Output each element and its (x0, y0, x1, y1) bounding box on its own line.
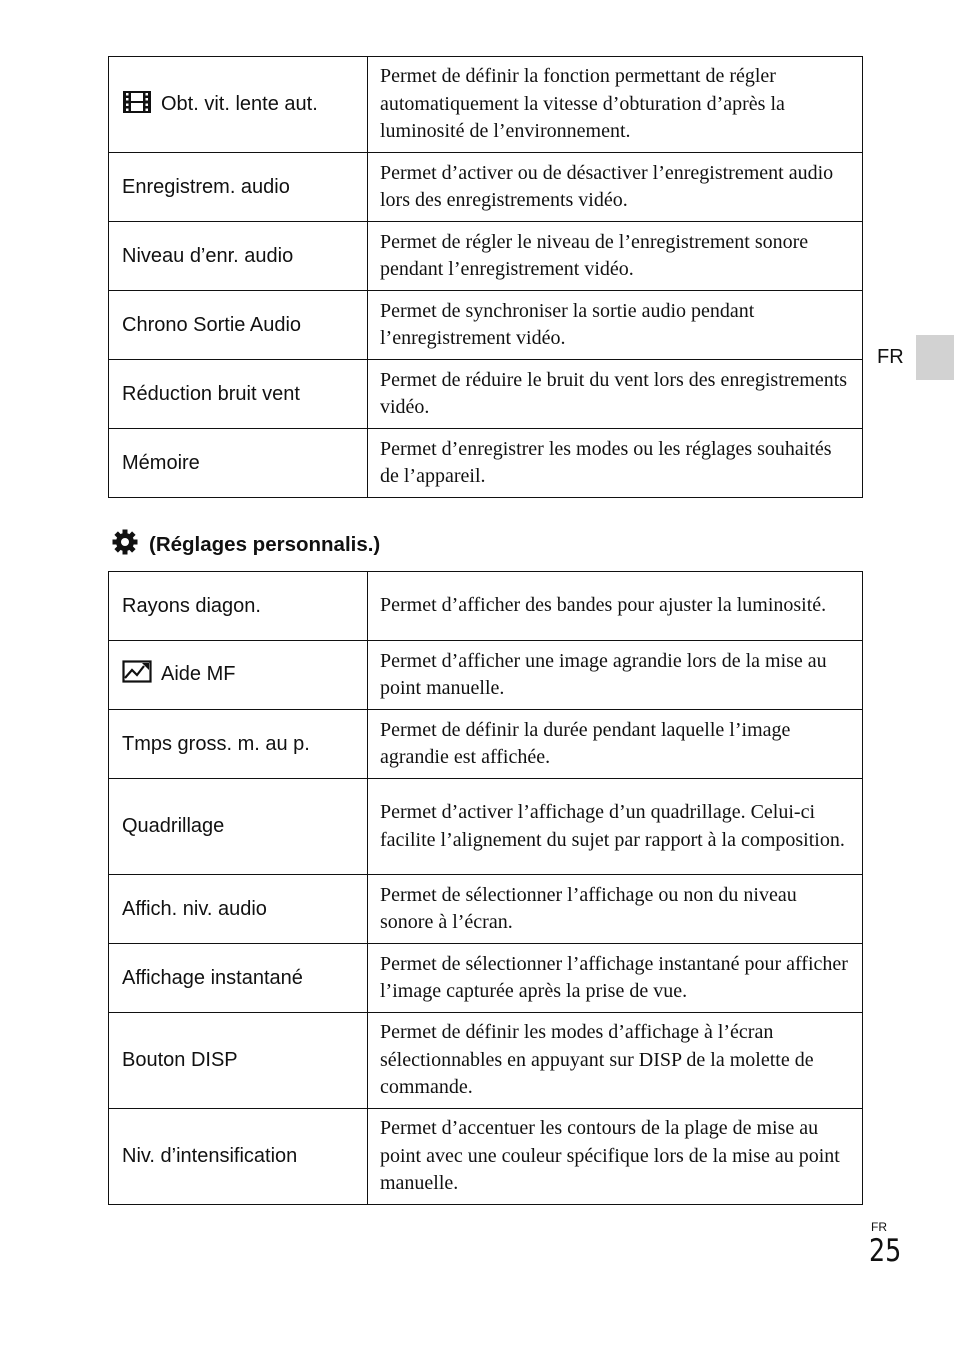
row-label: Rayons diagon. (109, 572, 368, 641)
row-label-cell (109, 57, 368, 153)
gear-icon (111, 528, 149, 562)
table-row (109, 641, 863, 710)
row-label: Bouton DISP (109, 1013, 368, 1109)
row-description: Permet d’afficher des bandes pour ajuster la luminosité. (368, 572, 863, 641)
footer-language: FR (871, 1220, 887, 1234)
row-label: Quadrillage (109, 779, 368, 875)
row-label-cell (109, 641, 368, 710)
section-title: (Réglages personnalis.) (149, 533, 381, 556)
row-description: Permet d’afficher une image agrandie lors de la mise au point manuelle. (368, 641, 863, 710)
table-row (109, 944, 863, 1013)
row-description: Permet de sélectionner l’affichage ou non du niveau sonore à l’écran. (368, 875, 863, 944)
page-number: 25 (869, 1233, 902, 1269)
row-description: Permet de définir les modes d’affichage à l’écran sélectionnables en appuyant sur DISP de la molette de commande. (368, 1013, 863, 1109)
section-heading (111, 528, 380, 562)
mf-assist-icon (122, 660, 152, 690)
row-description: Permet de réduire le bruit du vent lors des enregistrements vidéo. (368, 360, 863, 429)
table-row (109, 779, 863, 875)
row-label: Tmps gross. m. au p. (109, 710, 368, 779)
table-row (109, 572, 863, 641)
table-row (109, 1109, 863, 1205)
row-description: Permet de régler le niveau de l’enregistrement sonore pendant l’enregistrement vidéo. (368, 222, 863, 291)
row-label: Niveau d’enr. audio (109, 222, 368, 291)
table-row (109, 1013, 863, 1109)
row-description: Permet d’activer l’affichage d’un quadrillage. Celui-ci facilite l’alignement du sujet par rapport à la composition. (368, 779, 863, 875)
language-tab-label: FR (877, 346, 904, 368)
row-description: Permet de définir la durée pendant laquelle l’image agrandie est affichée. (368, 710, 863, 779)
movie-film-icon (122, 90, 152, 120)
table-row (109, 429, 863, 498)
table-row (109, 875, 863, 944)
table-row (109, 57, 863, 153)
row-description: Permet de synchroniser la sortie audio pendant l’enregistrement vidéo. (368, 291, 863, 360)
row-description: Permet d’activer ou de désactiver l’enregistrement audio lors des enregistrements vidéo. (368, 153, 863, 222)
row-label: Réduction bruit vent (109, 360, 368, 429)
row-description: Permet de définir la fonction permettant de régler automatiquement la vitesse d’obturation d’après la luminosité de l’environnement. (368, 57, 863, 153)
settings-table-1 (108, 56, 863, 498)
table-row (109, 710, 863, 779)
row-label: Enregistrem. audio (109, 153, 368, 222)
table-row (109, 360, 863, 429)
row-label: Affichage instantané (109, 944, 368, 1013)
row-label: Aide MF (161, 663, 236, 685)
table-row (109, 153, 863, 222)
table-row (109, 291, 863, 360)
row-description: Permet d’enregistrer les modes ou les réglages souhaités de l’appareil. (368, 429, 863, 498)
language-side-tab (916, 335, 954, 380)
row-label: Obt. vit. lente aut. (161, 92, 318, 115)
row-label: Niv. d’intensification (109, 1109, 368, 1205)
table-row (109, 222, 863, 291)
row-label: Chrono Sortie Audio (109, 291, 368, 360)
settings-table-2 (108, 571, 863, 1205)
row-description: Permet d’accentuer les contours de la plage de mise au point avec une couleur spécifique lors de la mise au point manuelle. (368, 1109, 863, 1205)
row-label: Mémoire (109, 429, 368, 498)
row-description: Permet de sélectionner l’affichage instantané pour afficher l’image capturée après la prise de vue. (368, 944, 863, 1013)
row-label: Affich. niv. audio (109, 875, 368, 944)
